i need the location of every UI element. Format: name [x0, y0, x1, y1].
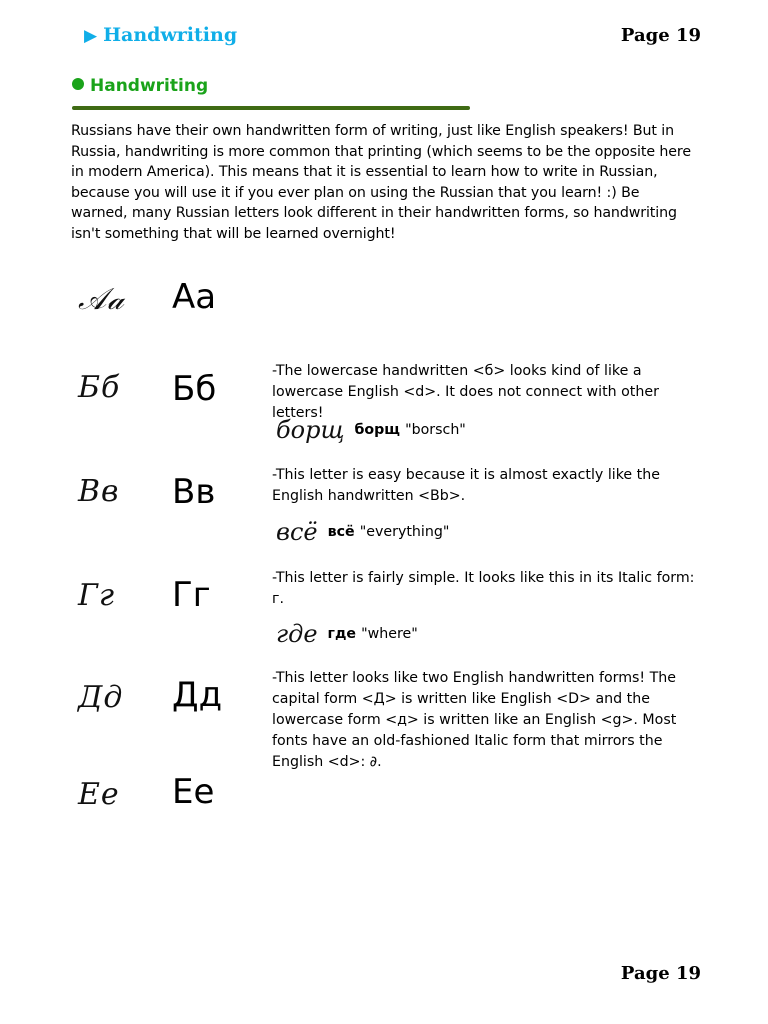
section-divider: [72, 106, 470, 110]
handwritten-word-image: где: [276, 620, 318, 648]
example-word: [276, 416, 466, 444]
handwriting-link-label: Handwriting: [103, 24, 238, 46]
printed-letter: Ее: [172, 772, 215, 812]
letter-description: -The lowercase handwritten <б> looks kind of like a lowercase English <d>. It does not connect with other letters!: [272, 363, 659, 421]
example-word-russian: всё: [327, 524, 355, 540]
printed-letter: Вв: [172, 472, 216, 512]
handwritten-letter-image: Ее: [78, 777, 120, 812]
intro-paragraph: Russians have their own handwritten form of writing, just like English speakers! But in Russia, handwriting is more common that printing (which seems to be the opposite here in modern America). This means that it is essential to learn how to write in Russian, because you will use it if you ever plan on using the Russian that you learn! :) Be warned, many Russian letters look different in their handwritten forms, so handwriting isn't something that will be learned overnight!: [71, 123, 691, 242]
section-title-label: Handwriting: [90, 76, 209, 96]
handwritten-word-image: всё: [276, 518, 318, 546]
printed-letter: Аа: [172, 277, 217, 317]
example-word-gloss: "everything": [359, 524, 450, 540]
handwritten-letter-image: Дд: [78, 680, 124, 715]
example-word-gloss: "borsch": [405, 422, 466, 438]
letter-description: -This letter is fairly simple. It looks like this in its Italic form: г.: [272, 570, 695, 607]
page-number-top: Page 19: [620, 25, 701, 46]
example-word: [276, 518, 449, 546]
page-number-bottom: Page 19: [620, 963, 701, 984]
printed-letter: Гг: [172, 575, 211, 615]
printed-letter: Бб: [172, 369, 217, 409]
handwritten-letter-image: Бб: [78, 370, 121, 405]
handwritten-letter-image: 𝒜𝒶: [78, 282, 125, 317]
handwriting-link[interactable]: [84, 24, 237, 46]
letter-description: -This letter is easy because it is almost exactly like the English handwritten <Bb>.: [272, 467, 660, 504]
handwritten-letter-image: Вв: [78, 474, 120, 509]
section-title: [72, 76, 208, 96]
example-word-russian: где: [327, 626, 357, 642]
example-word-russian: борщ: [354, 422, 400, 438]
letter-description: -This letter looks like two English handwritten forms! The capital form <Д> is written like English <D> and the lowercase form <д> is written like an English <g>. Most fonts have an old-fashioned Italic form that mirrors the English <d>: ∂.: [272, 670, 677, 770]
handwritten-letter-image: Гг: [78, 578, 116, 613]
printed-letter: Дд: [172, 675, 223, 715]
triangle-right-icon: ▶: [84, 26, 98, 46]
example-word-gloss: "where": [361, 626, 418, 642]
handwritten-word-image: борщ: [276, 416, 345, 444]
example-word: [276, 620, 418, 648]
bullet-icon: [72, 78, 84, 90]
